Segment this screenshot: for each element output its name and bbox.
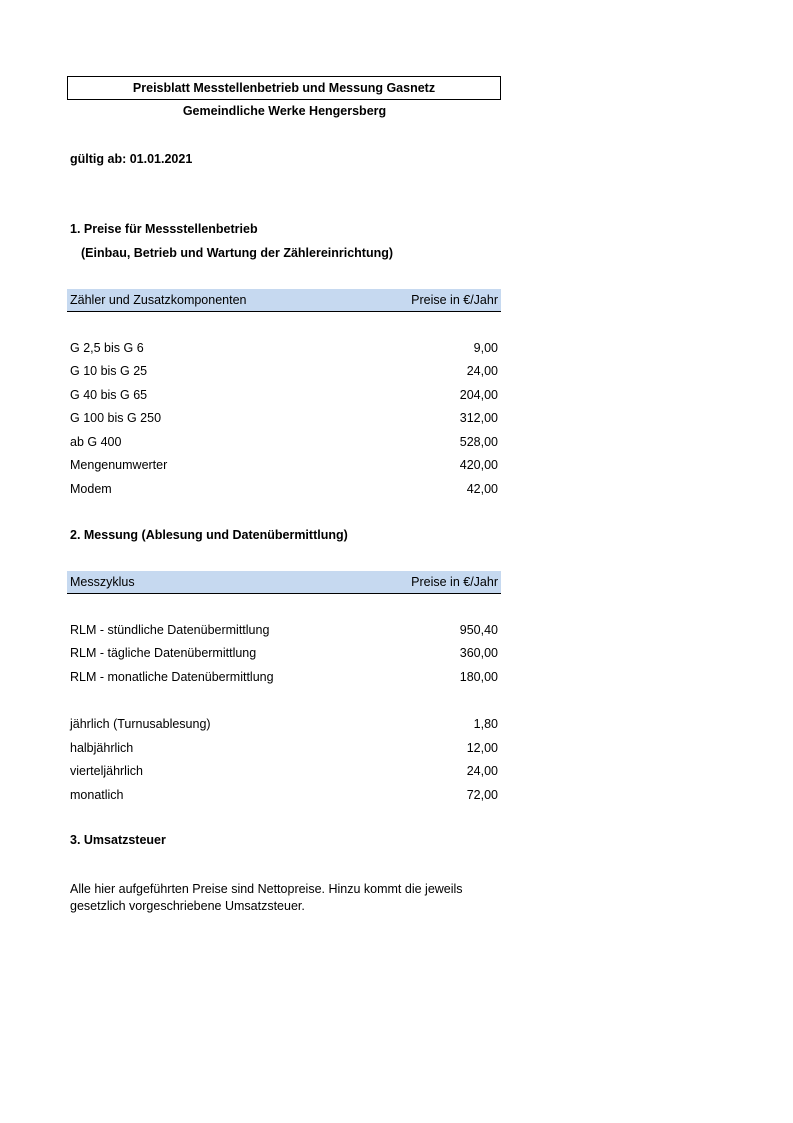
row-value: 72,00 <box>466 788 498 802</box>
vat-note: Alle hier aufgeführten Preise sind Nettopreise. Hinzu kommt die jeweils gesetzlich vorgeschriebene Umsatzsteuer. <box>70 882 463 913</box>
row-value: 12,00 <box>466 741 498 755</box>
document-title-text: Preisblatt Messtellenbetrieb und Messung Gasnetz <box>132 81 436 95</box>
table-row <box>67 622 501 638</box>
valid-from: gültig ab: 01.01.2021 <box>70 152 193 166</box>
row-label: ab G 400 <box>70 435 122 449</box>
table-row <box>67 410 501 426</box>
row-value: 1,80 <box>473 717 498 731</box>
table-row <box>67 787 501 803</box>
row-value: 24,00 <box>466 364 498 378</box>
row-value: 528,00 <box>459 435 498 449</box>
row-label: Modem <box>70 482 112 496</box>
row-value: 180,00 <box>459 670 498 684</box>
row-label: RLM - stündliche Datenübermittlung <box>70 623 270 637</box>
row-value: 312,00 <box>459 411 498 425</box>
table-row <box>67 363 501 379</box>
row-label: halbjährlich <box>70 741 134 755</box>
row-value: 360,00 <box>459 646 498 660</box>
section1-subheading: (Einbau, Betrieb und Wartung der Zählereinrichtung) <box>81 246 394 260</box>
row-value: 420,00 <box>459 458 498 472</box>
table-row <box>67 740 501 756</box>
row-label: RLM - tägliche Datenübermittlung <box>70 646 257 660</box>
section1-col-right: Preise in €/Jahr <box>411 293 498 307</box>
row-label: vierteljährlich <box>70 764 143 778</box>
section2-col-left: Messzyklus <box>70 575 135 589</box>
row-label: G 2,5 bis G 6 <box>70 341 144 355</box>
row-label: jährlich (Turnusablesung) <box>70 717 211 731</box>
row-label: monatlich <box>70 788 124 802</box>
row-label: G 100 bis G 250 <box>70 411 162 425</box>
section2-col-right: Preise in €/Jahr <box>411 575 498 589</box>
row-label: Mengenumwerter <box>70 458 168 472</box>
row-value: 950,40 <box>459 623 498 637</box>
table-row <box>67 481 501 497</box>
row-value: 204,00 <box>459 388 498 402</box>
table-row <box>67 669 501 685</box>
table-row <box>67 763 501 779</box>
section1-col-left: Zähler und Zusatzkomponenten <box>70 293 247 307</box>
section2-heading: 2. Messung (Ablesung und Datenübermittlung) <box>70 528 348 542</box>
document-title <box>67 76 501 100</box>
row-label: G 40 bis G 65 <box>70 388 148 402</box>
document-subtitle: Gemeindliche Werke Hengersberg <box>182 104 387 118</box>
table-row <box>67 340 501 356</box>
row-value: 9,00 <box>473 341 498 355</box>
table-row <box>67 387 501 403</box>
table-row <box>67 434 501 450</box>
row-label: RLM - monatliche Datenübermittlung <box>70 670 274 684</box>
section1-table-header <box>67 289 501 312</box>
section3-heading: 3. Umsatzsteuer <box>70 833 166 847</box>
row-label: G 10 bis G 25 <box>70 364 148 378</box>
section2-table-header <box>67 571 501 594</box>
table-row <box>67 645 501 661</box>
row-value: 24,00 <box>466 764 498 778</box>
table-row <box>67 716 501 732</box>
row-value: 42,00 <box>466 482 498 496</box>
table-row <box>67 457 501 473</box>
section1-heading: 1. Preise für Messstellenbetrieb <box>70 222 258 236</box>
